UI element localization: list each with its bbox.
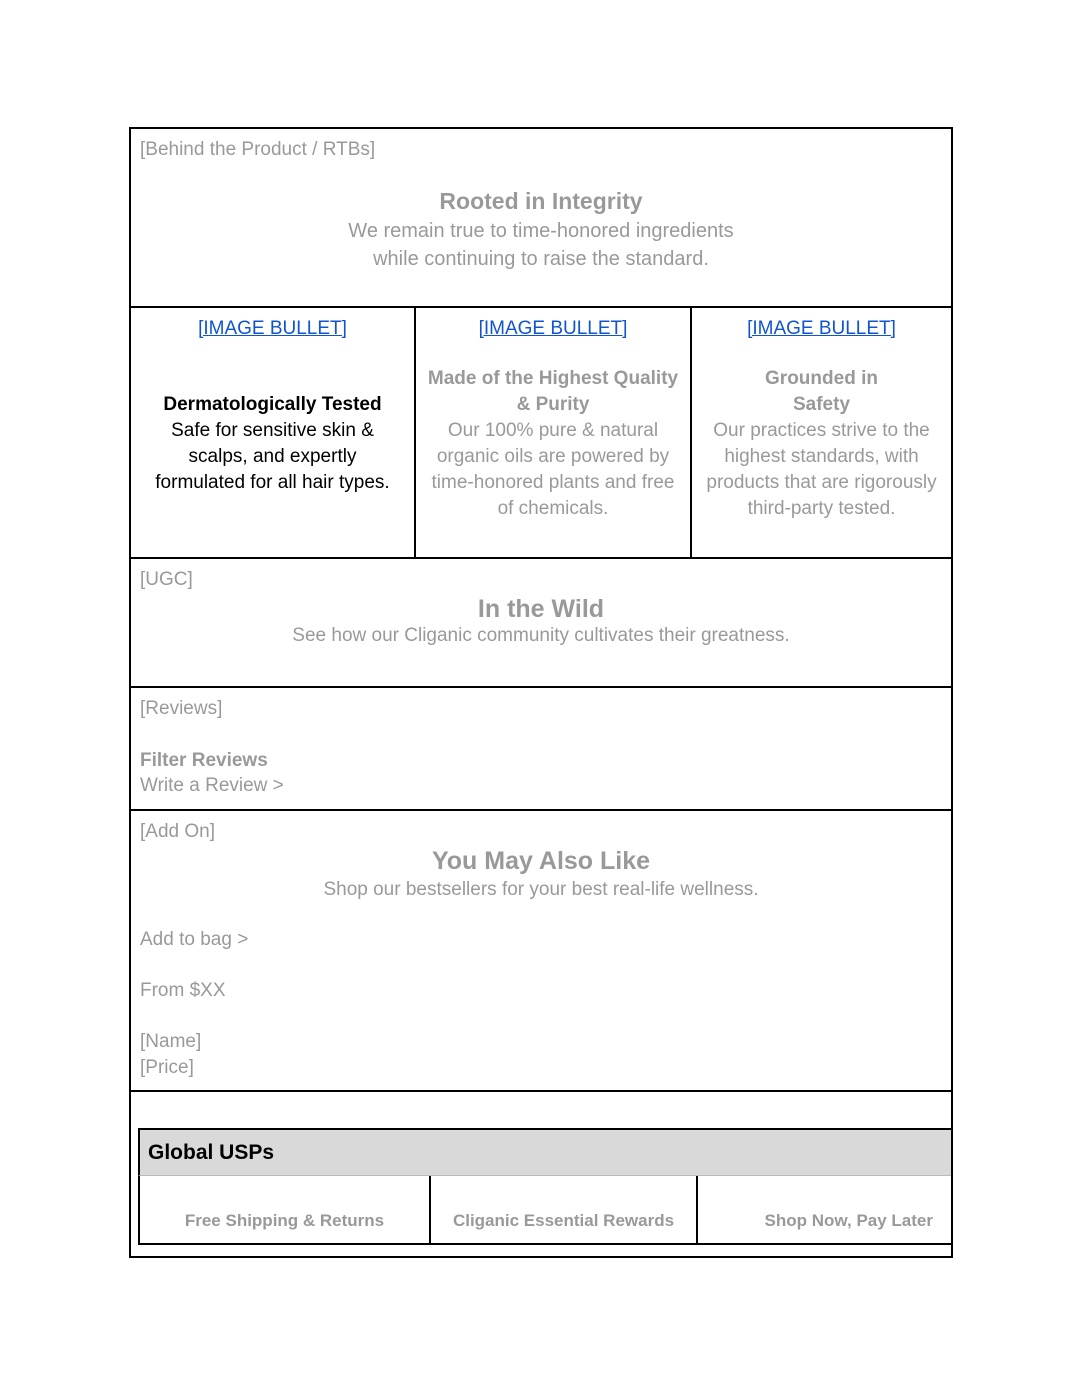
image-bullet-link[interactable]: [IMAGE BULLET] [478, 318, 628, 339]
bullet-title: & Purity [516, 394, 590, 415]
add-to-bag-link[interactable]: Add to bag > [140, 929, 249, 950]
usp-row [138, 1176, 951, 1245]
addon-subtitle: Shop our bestsellers for your best real-life wellness. [323, 879, 759, 900]
rtb-subtitle [131, 217, 951, 273]
addon-title: You May Also Like [431, 847, 651, 875]
bullet-content [137, 392, 408, 496]
usp-header [138, 1128, 951, 1176]
ugc-title: In the Wild [477, 595, 605, 623]
addon-section [131, 811, 951, 1092]
ugc-subtitle: See how our Cliganic community cultivates their greatness. [292, 625, 790, 646]
image-bullet-link[interactable]: [IMAGE BULLET] [747, 318, 896, 339]
rtb-title: Rooted in Integrity [439, 188, 643, 214]
bullet-content [698, 366, 945, 522]
bullet-title: Made of the Highest Quality [427, 368, 679, 389]
usp-label: Cliganic Essential Rewards [452, 1211, 675, 1230]
bullet-body-line: time-honored plants and free [431, 472, 675, 493]
usp-pay-later [696, 1176, 951, 1243]
rtb-subtitle-line-2: while continuing to raise the standard. [373, 248, 709, 270]
bullet-column-highest-quality [414, 308, 690, 557]
bullet-body-line: Our 100% pure & natural [447, 420, 659, 441]
image-bullet-link[interactable]: [IMAGE BULLET] [198, 318, 347, 339]
bullet-title: Dermatologically Tested [163, 394, 382, 415]
bullet-body-line: highest standards, with [724, 446, 919, 467]
addon-tag: [Add On] [140, 821, 215, 842]
reviews-section [131, 688, 951, 811]
bullet-body-line: Safe for sensitive skin & [171, 420, 374, 441]
bullet-body-line: formulated for all hair types. [155, 472, 390, 493]
usp-label: Shop Now, Pay Later [764, 1211, 933, 1230]
bullet-body-line: products that are rigorously [706, 472, 937, 493]
product-price: [Price] [140, 1057, 194, 1078]
image-bullets-section [131, 308, 951, 559]
bullet-body-line: of chemicals. [497, 498, 609, 519]
bullet-body-line: third-party tested. [747, 498, 896, 519]
usp-header-title: Global USPs [148, 1141, 275, 1164]
bullet-column-dermatologically-tested [131, 308, 414, 557]
from-price: From $XX [140, 980, 226, 1001]
ugc-section [131, 559, 951, 688]
rtb-tag: [Behind the Product / RTBs] [140, 139, 376, 160]
usp-free-shipping [140, 1176, 429, 1243]
bullet-title: Grounded in [765, 368, 878, 389]
usp-label: Free Shipping & Returns [184, 1211, 385, 1230]
usp-section [131, 1092, 951, 1256]
content-frame [129, 127, 953, 1258]
bullet-body-line: scalps, and expertly [188, 446, 357, 467]
bullet-body-line: Our practices strive to the [713, 420, 930, 441]
ugc-tag: [UGC] [140, 569, 193, 590]
rtb-section [131, 129, 951, 308]
bullet-body-line: organic oils are powered by [436, 446, 670, 467]
reviews-tag: [Reviews] [140, 698, 223, 719]
bullet-title: Safety [792, 394, 851, 415]
product-name: [Name] [140, 1031, 202, 1052]
bullet-column-safety [690, 308, 951, 557]
usp-rewards [429, 1176, 696, 1243]
filter-reviews-button[interactable]: Filter Reviews [140, 750, 268, 771]
bullet-content [422, 366, 684, 522]
rtb-subtitle-line-1: We remain true to time-honored ingredients [348, 220, 734, 242]
write-review-link[interactable]: Write a Review > [140, 775, 284, 796]
